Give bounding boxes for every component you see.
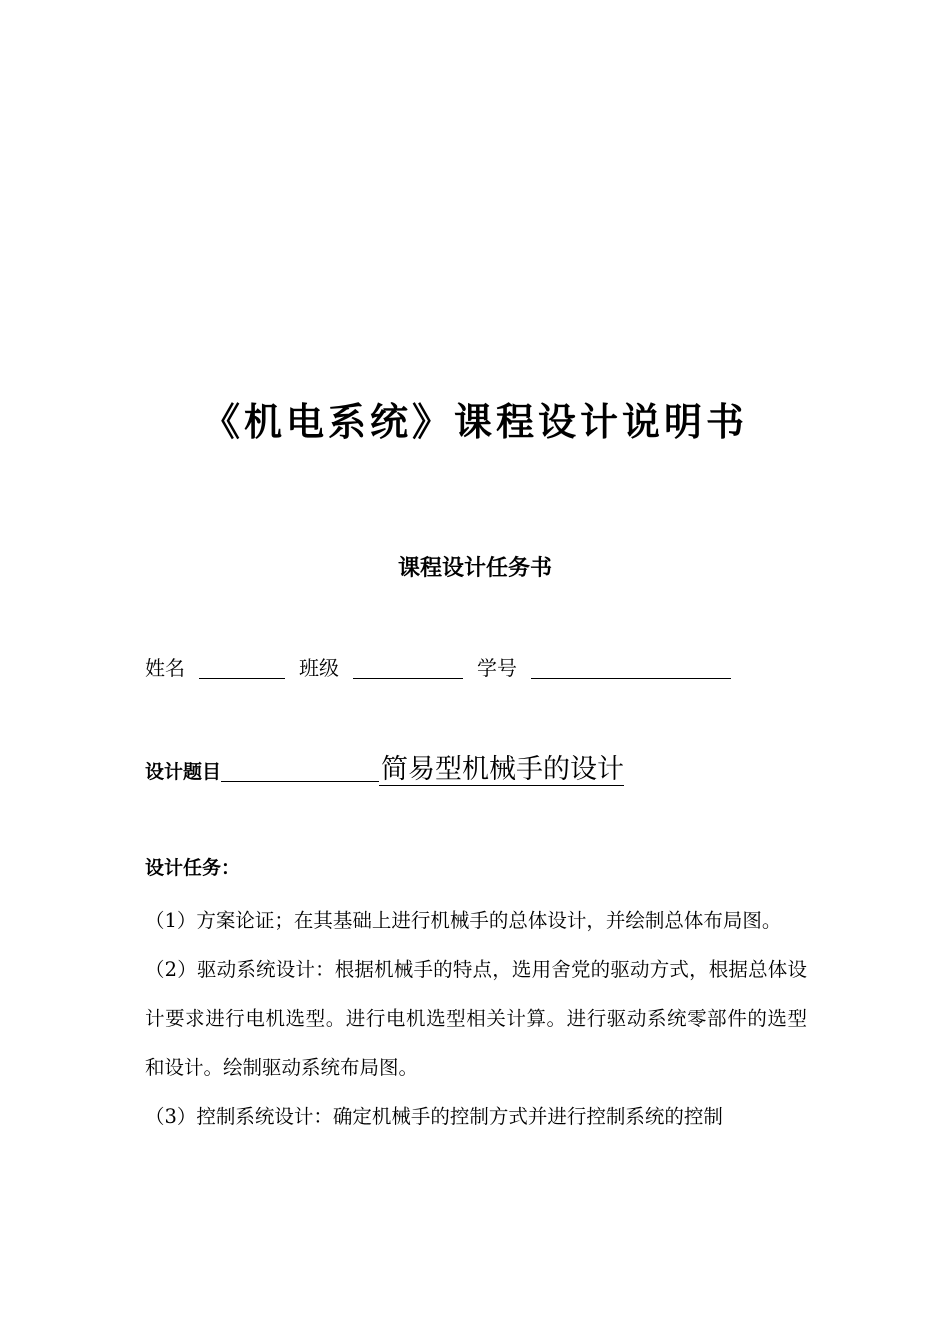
task-item-2: （2）驱动系统设计：根据机械手的特点，选用舍党的驱动方式，根据总体设计要求进行电机选型。进行电机选型相关计算。进行驱动系统零部件的选型和设计。绘制驱动系统布局图。 [145,958,807,1079]
design-topic-value: 简易型机械手的设计 [381,754,625,785]
document-subtitle: 课程设计任务书 [397,556,552,581]
design-topic-underline [221,755,379,782]
class-blank-field [353,656,463,679]
name-label: 姓名 [145,656,185,680]
task-item-1: （1）方案论证；在其基础上进行机械手的总体设计，并绘制总体布局图。 [145,909,782,932]
design-task-heading: 设计任务： [145,857,241,879]
class-label: 班级 [299,656,339,680]
name-blank-field [199,656,285,679]
student-id-label: 学号 [477,656,517,680]
document-title: 《机电系统》课程设计说明书 [201,400,748,444]
design-topic-row [145,752,624,791]
design-topic-label: 设计题目 [145,761,222,783]
student-info-row [145,654,731,682]
task-item-3: （3）控制系统设计：确定机械手的控制方式并进行控制系统的控制 [145,1105,723,1128]
student-id-blank-field [531,656,731,679]
design-task-list [145,896,807,1141]
